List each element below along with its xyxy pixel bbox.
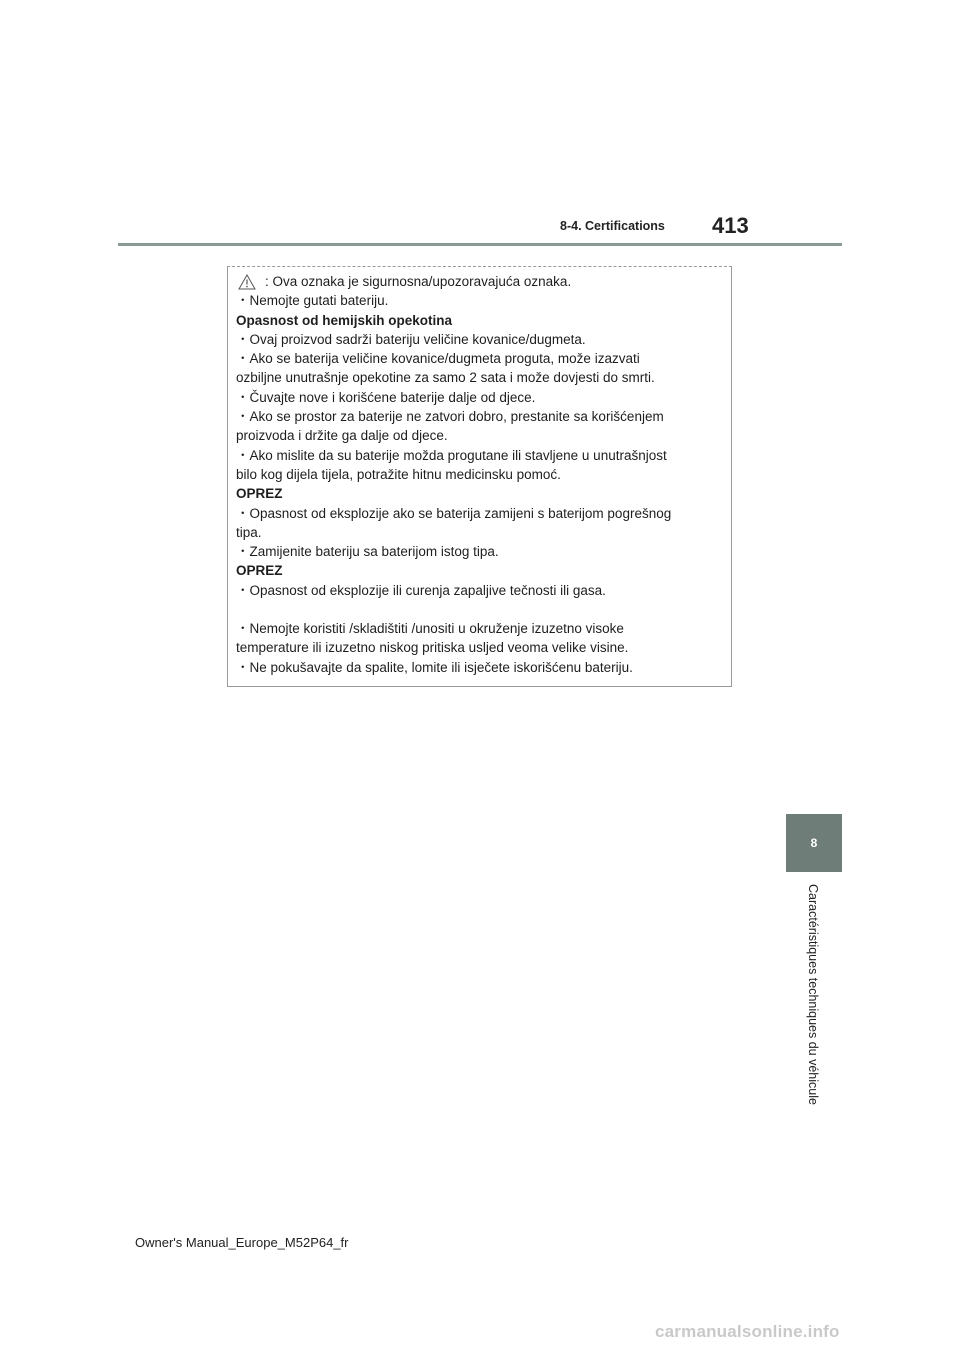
notice-line: bilo kog dijela tijela, potražite hitnu medicinsku pomoć.: [236, 466, 561, 482]
notice-line: ・Čuvajte nove i korišćene baterije dalje od djece.: [236, 389, 536, 405]
notice-heading: Opasnost od hemijskih opekotina: [236, 312, 453, 328]
notice-line: ozbiljne unutrašnje opekotine za samo 2 sata i može dovjesti do smrti.: [236, 370, 655, 386]
notice-heading: OPREZ: [236, 563, 283, 579]
notice-line: ・Ovaj proizvod sadrži bateriju veličine kovanice/dugmeta.: [236, 331, 586, 347]
notice-line: ・Ne pokušavajte da spalite, lomite ili isječete iskorišćenu bateriju.: [236, 659, 633, 675]
footer-text: Owner's Manual_Europe_M52P64_fr: [135, 1235, 349, 1250]
chapter-side-label: Caractéristiques techniques du véhicule: [806, 884, 820, 1105]
notice-line: ・Ako se baterija veličine kovanice/dugmeta proguta, može izazvati: [236, 351, 640, 367]
chapter-number: 8: [810, 836, 818, 850]
notice-line: tipa.: [236, 524, 262, 540]
notice-line: ・Zamijenite bateriju sa baterijom istog tipa.: [236, 544, 499, 560]
page-number: 413: [712, 213, 749, 238]
warning-text: : Ova oznaka je sigurnosna/upozoravajuća oznaka.: [265, 274, 572, 289]
warning-triangle-icon: [238, 274, 256, 290]
notice-line: ・Ako se prostor za baterije ne zatvori dobro, prestanite sa korišćenjem: [236, 409, 664, 425]
notice-line: temperature ili izuzetno niskog pritiska usljed veoma velike visine.: [236, 640, 629, 656]
notice-line: ・Opasnost od eksplozije ili curenja zapaljive tečnosti ili gasa.: [236, 582, 606, 598]
warning-line: [236, 272, 723, 291]
watermark: carmanualsonline.info: [655, 1322, 840, 1341]
header-divider: [118, 243, 842, 246]
notice-line: ・Ako mislite da su baterije možda progutane ili stavljene u unutrašnjost: [236, 447, 667, 463]
notice-line: ・Opasnost od eksplozije ako se baterija zamijeni s baterijom pogrešnog: [236, 505, 672, 521]
notice-line: proizvoda i držite ga dalje od djece.: [236, 428, 448, 444]
section-title: 8-4. Certifications: [560, 219, 665, 233]
notice-line: ・Nemojte koristiti /skladištiti /unositi u okruženje izuzetno visoke: [236, 621, 624, 637]
notice-line: ・Nemojte gutati bateriju.: [236, 293, 389, 309]
notice-heading: OPREZ: [236, 486, 283, 502]
safety-notice-box: [227, 266, 732, 687]
chapter-tab: [786, 814, 842, 872]
